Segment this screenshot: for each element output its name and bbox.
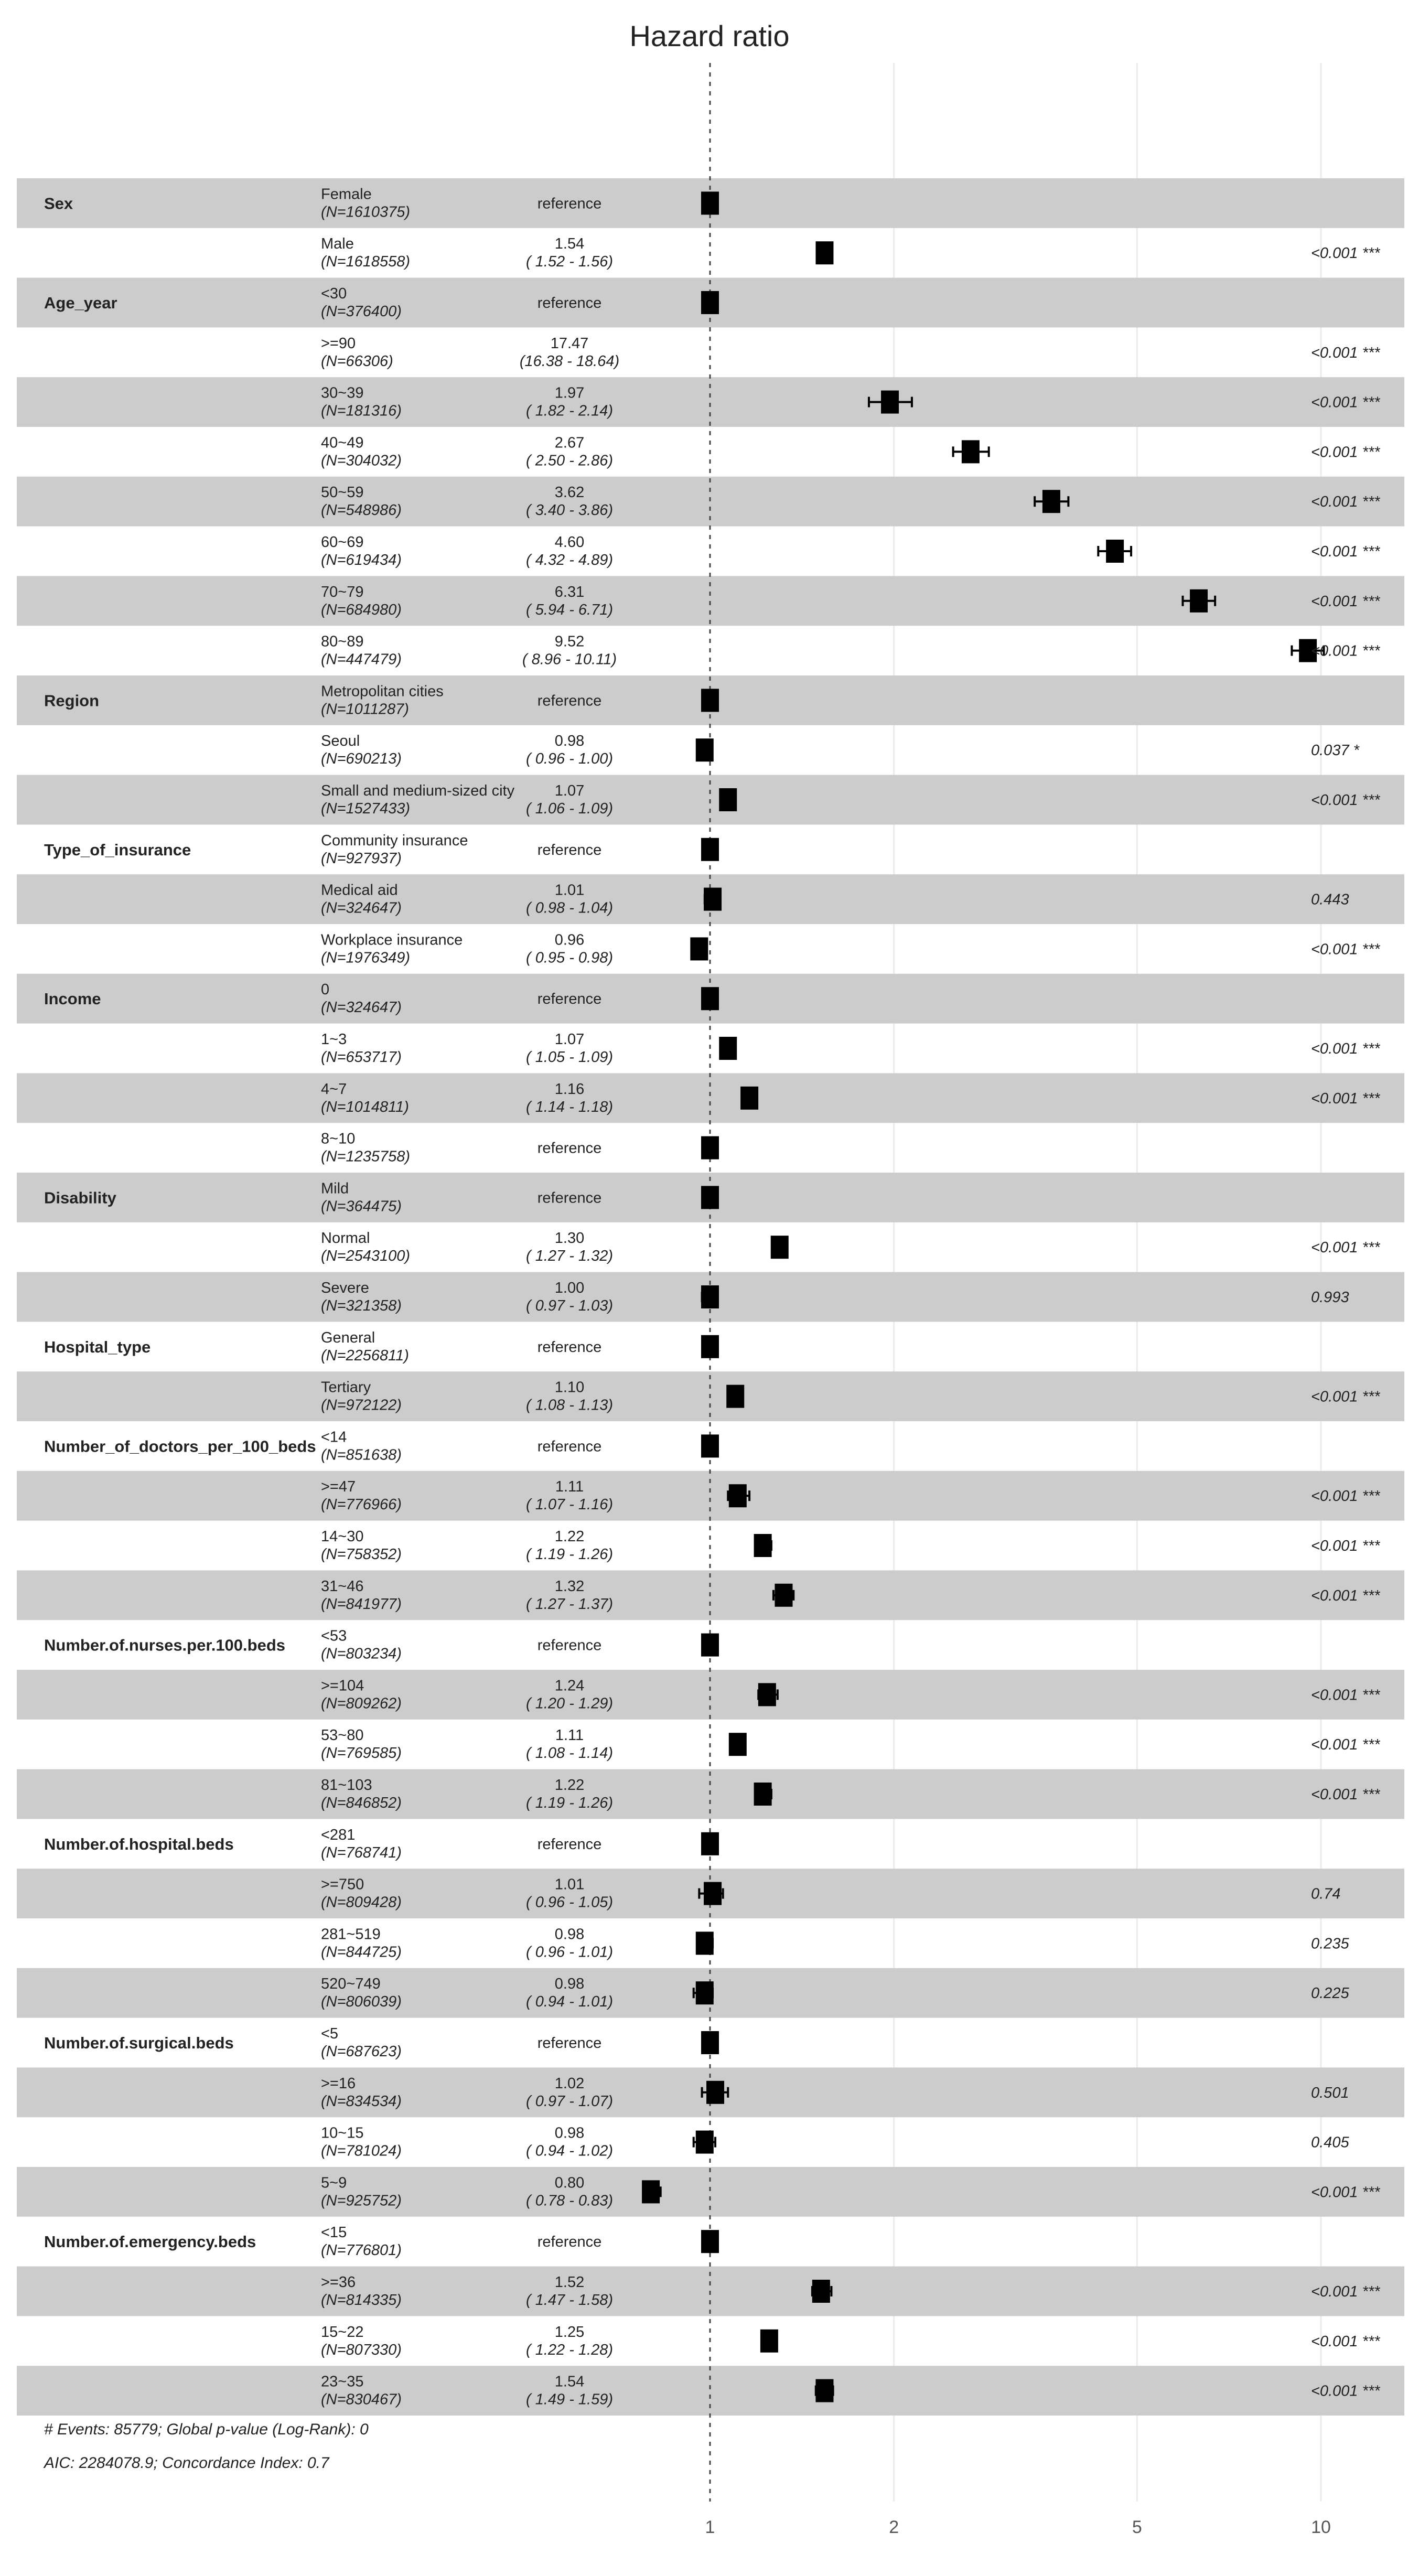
hr-marker (719, 1037, 737, 1060)
hr-marker (881, 391, 899, 414)
n-label: (N=844725) (321, 1944, 402, 1961)
ci-label: ( 1.47 - 1.58) (525, 2292, 614, 2309)
x-tick-label: 2 (889, 2517, 899, 2537)
level-label: >=104 (321, 1677, 364, 1694)
p-value-label: <0.001 *** (1311, 642, 1380, 660)
n-label: (N=758352) (321, 1546, 402, 1563)
hr-label: 1.01 (554, 882, 585, 899)
n-label: (N=807330) (321, 2341, 402, 2358)
level-label: 53~80 (321, 1727, 364, 1744)
ci-label: (16.38 - 18.64) (519, 352, 620, 370)
level-label: <14 (321, 1429, 347, 1446)
hr-label: 1.52 (554, 2274, 585, 2291)
level-label: 80~89 (321, 633, 364, 650)
n-label: (N=653717) (321, 1049, 402, 1066)
p-value-label: 0.405 (1311, 2134, 1349, 2151)
hr-marker (704, 1882, 722, 1905)
p-value-label: <0.001 *** (1311, 2184, 1380, 2201)
level-label: 30~39 (321, 384, 364, 402)
n-label: (N=769585) (321, 1745, 402, 1762)
p-value-label: <0.001 *** (1311, 2382, 1380, 2400)
ci-label: ( 0.94 - 1.01) (525, 1993, 614, 2011)
n-label: (N=548986) (321, 502, 402, 519)
hr-marker (771, 1236, 789, 1259)
ci-label: ( 0.95 - 0.98) (525, 949, 614, 967)
variable-label: Region (44, 691, 100, 710)
hr-marker (719, 788, 737, 811)
level-label: 1~3 (321, 1031, 347, 1048)
n-label: (N=447479) (321, 651, 402, 668)
ci-label: ( 1.19 - 1.26) (525, 1546, 614, 1563)
hr-label: 4.60 (554, 534, 585, 551)
hr-label: reference (537, 1637, 602, 1654)
level-label: Female (321, 186, 372, 203)
level-label: Mild (321, 1180, 349, 1197)
ci-label: ( 0.96 - 1.05) (525, 1894, 614, 1911)
level-label: 81~103 (321, 1777, 372, 1794)
hr-marker (701, 1832, 719, 1855)
hr-label: reference (537, 991, 602, 1008)
p-value-label: <0.001 *** (1311, 2333, 1380, 2350)
p-value-label: 0.501 (1311, 2084, 1349, 2101)
hr-marker (701, 689, 719, 712)
hr-marker (701, 191, 719, 214)
n-label: (N=1011287) (321, 701, 409, 718)
hr-label: reference (537, 841, 602, 858)
level-label: <5 (321, 2025, 339, 2042)
hr-label: 1.30 (554, 1230, 585, 1247)
hr-marker (706, 2081, 724, 2104)
x-tick-label: 5 (1132, 2517, 1142, 2537)
level-label: 70~79 (321, 583, 364, 600)
p-value-label: <0.001 *** (1311, 543, 1380, 560)
hr-marker (758, 1683, 776, 1706)
row-band-26 (17, 1471, 1404, 1521)
p-value-label: <0.001 *** (1311, 593, 1380, 610)
hr-marker (812, 2280, 830, 2303)
hr-label: 9.52 (554, 633, 585, 650)
hr-marker (754, 1783, 772, 1806)
level-label: Severe (321, 1280, 369, 1296)
hr-marker (701, 291, 719, 314)
hr-marker (1042, 490, 1060, 513)
hr-marker (754, 1534, 772, 1557)
n-label: (N=776801) (321, 2242, 402, 2259)
hr-marker (815, 2379, 833, 2402)
hr-label: 0.98 (554, 733, 585, 750)
ci-label: ( 4.32 - 4.89) (525, 552, 614, 568)
n-label: (N=321358) (321, 1297, 402, 1314)
hr-marker (696, 2131, 714, 2154)
p-value-label: <0.001 *** (1311, 1687, 1380, 1704)
hr-marker (642, 2180, 660, 2203)
n-label: (N=806039) (321, 1993, 402, 2011)
hr-label: 1.11 (555, 1727, 584, 1744)
level-label: <30 (321, 285, 347, 302)
level-label: <281 (321, 1826, 356, 1843)
n-label: (N=304032) (321, 452, 402, 469)
hr-marker (701, 1434, 719, 1457)
hr-label: 1.07 (554, 782, 585, 799)
hr-marker (726, 1385, 744, 1408)
p-value-label: <0.001 *** (1311, 941, 1380, 958)
ci-label: ( 0.97 - 1.03) (525, 1297, 614, 1314)
n-label: (N=2543100) (321, 1248, 411, 1265)
n-label: (N=803234) (321, 1645, 402, 1662)
hr-label: 0.98 (554, 1926, 585, 1943)
hr-marker (704, 888, 722, 911)
level-label: <15 (321, 2224, 347, 2241)
hr-label: 1.00 (554, 1280, 585, 1296)
ci-label: ( 1.05 - 1.09) (525, 1049, 614, 1066)
n-label: (N=972122) (321, 1397, 402, 1414)
hr-label: reference (537, 2234, 602, 2251)
level-label: <53 (321, 1627, 347, 1645)
level-label: 10~15 (321, 2124, 364, 2142)
n-label: (N=830467) (321, 2391, 402, 2408)
level-label: Normal (321, 1230, 370, 1247)
n-label: (N=181316) (321, 402, 402, 420)
hr-marker (701, 2230, 719, 2253)
n-label: (N=1527433) (321, 800, 411, 817)
hr-label: 1.54 (554, 235, 585, 253)
n-label: (N=687623) (321, 2043, 402, 2060)
level-label: Workplace insurance (321, 931, 463, 949)
level-label: >=90 (321, 335, 356, 352)
hr-marker (729, 1484, 747, 1507)
hr-label: 1.32 (554, 1577, 585, 1595)
level-label: Seoul (321, 733, 360, 750)
p-value-label: <0.001 *** (1311, 1040, 1380, 1057)
level-label: Metropolitan cities (321, 683, 444, 700)
hr-label: 1.07 (554, 1031, 585, 1048)
hr-marker (701, 1335, 719, 1358)
p-value-label: 0.74 (1311, 1885, 1341, 1903)
ci-label: ( 1.49 - 1.59) (525, 2391, 614, 2408)
hr-label: 17.47 (550, 335, 589, 352)
ci-label: ( 1.07 - 1.16) (525, 1496, 614, 1514)
n-label: (N=1235758) (321, 1148, 411, 1165)
level-label: 0 (321, 981, 330, 999)
n-label: (N=364475) (321, 1198, 402, 1215)
level-label: 15~22 (321, 2323, 364, 2341)
ci-label: ( 2.50 - 2.86) (525, 452, 614, 469)
hr-marker (696, 1931, 714, 1955)
hr-label: reference (537, 1836, 602, 1853)
level-label: Small and medium-sized city (321, 782, 515, 799)
hr-marker (701, 1136, 719, 1160)
hr-marker (962, 440, 980, 463)
hr-marker (775, 1584, 792, 1607)
hr-label: reference (537, 1189, 602, 1207)
hr-label: 1.16 (554, 1080, 585, 1098)
n-label: (N=619434) (321, 552, 402, 568)
variable-label: Disability (44, 1188, 116, 1207)
p-value-label: <0.001 *** (1311, 1587, 1380, 1604)
hr-marker (696, 1981, 714, 2004)
p-value-label: <0.001 *** (1311, 344, 1380, 361)
variable-label: Type_of_insurance (44, 840, 191, 859)
level-label: >=36 (321, 2274, 356, 2291)
p-value-label: 0.235 (1311, 1935, 1349, 1952)
ci-label: ( 1.82 - 2.14) (525, 402, 614, 420)
n-label: (N=781024) (321, 2142, 402, 2160)
p-value-label: <0.001 *** (1311, 1388, 1380, 1405)
hr-marker (701, 987, 719, 1010)
level-label: 4~7 (321, 1080, 347, 1098)
level-label: >=750 (321, 1876, 364, 1893)
ci-label: ( 1.08 - 1.14) (525, 1745, 614, 1762)
hr-marker (701, 1186, 719, 1209)
p-value-label: <0.001 *** (1311, 245, 1380, 262)
hr-label: 0.96 (554, 931, 585, 949)
level-label: 40~49 (321, 434, 364, 452)
hr-marker (740, 1087, 758, 1110)
level-label: 60~69 (321, 534, 364, 551)
hr-marker (701, 1285, 719, 1308)
hr-marker (701, 838, 719, 861)
chart-title: Hazard ratio (629, 19, 790, 52)
n-label: (N=2256811) (321, 1347, 409, 1364)
hr-marker (1190, 589, 1208, 613)
hr-label: 1.01 (554, 1876, 585, 1893)
ci-label: ( 1.19 - 1.26) (525, 1795, 614, 1811)
p-value-label: <0.001 *** (1311, 1538, 1380, 1554)
hr-marker (729, 1733, 747, 1756)
hr-marker (815, 241, 833, 264)
hr-label: reference (537, 295, 602, 312)
x-tick-label: 1 (705, 2517, 715, 2537)
hr-label: reference (537, 1338, 602, 1356)
p-value-label: 0.225 (1311, 1985, 1349, 2002)
ci-label: ( 1.22 - 1.28) (525, 2341, 614, 2358)
hr-label: 1.97 (554, 384, 585, 402)
variable-label: Income (44, 990, 101, 1008)
ci-label: ( 5.94 - 6.71) (525, 601, 614, 618)
ci-label: ( 8.96 - 10.11) (522, 651, 617, 668)
level-label: 8~10 (321, 1130, 356, 1147)
p-value-label: 0.993 (1311, 1289, 1349, 1306)
level-label: Medical aid (321, 882, 398, 899)
ci-label: ( 1.20 - 1.29) (525, 1695, 614, 1712)
variable-label: Hospital_type (44, 1337, 151, 1356)
level-label: Tertiary (321, 1379, 371, 1396)
n-label: (N=66306) (321, 352, 393, 370)
n-label: (N=776966) (321, 1496, 402, 1514)
level-label: 520~749 (321, 1976, 381, 1993)
level-label: 14~30 (321, 1528, 364, 1545)
hr-marker (696, 738, 714, 761)
hr-label: 0.80 (554, 2174, 585, 2192)
p-value-label: <0.001 *** (1311, 1239, 1380, 1257)
ci-label: ( 1.52 - 1.56) (525, 253, 614, 271)
hr-label: 1.10 (554, 1379, 585, 1396)
level-label: 50~59 (321, 484, 364, 501)
level-label: Male (321, 235, 354, 253)
p-value-label: <0.001 *** (1311, 1090, 1380, 1107)
hr-label: 1.22 (554, 1528, 585, 1545)
level-label: 31~46 (321, 1577, 364, 1595)
n-label: (N=834534) (321, 2092, 402, 2110)
row-band-18 (17, 1073, 1404, 1123)
hr-label: 1.24 (554, 1677, 585, 1694)
n-label: (N=1976349) (321, 949, 411, 967)
variable-label: Number.of.surgical.beds (44, 2034, 234, 2052)
n-label: (N=1014811) (321, 1098, 409, 1115)
hr-marker (690, 937, 708, 960)
level-label: 23~35 (321, 2373, 364, 2390)
ci-label: ( 0.94 - 1.02) (525, 2142, 614, 2160)
hr-label: 1.02 (554, 2075, 585, 2092)
hr-label: 1.11 (555, 1478, 584, 1496)
hr-marker (1106, 540, 1124, 563)
variable-label: Number_of_doctors_per_100_beds (44, 1437, 316, 1456)
hr-label: reference (537, 1438, 602, 1455)
hr-marker (701, 2031, 719, 2054)
hr-label: reference (537, 2035, 602, 2052)
p-value-label: <0.001 *** (1311, 444, 1380, 461)
level-label: 5~9 (321, 2174, 347, 2192)
footnote-aic: AIC: 2284078.9; Concordance Index: 0.7 (44, 2454, 329, 2472)
variable-label: Sex (44, 194, 73, 213)
ci-label: ( 1.27 - 1.37) (525, 1595, 614, 1613)
x-tick-label: 10 (1311, 2517, 1331, 2537)
n-label: (N=690213) (321, 750, 402, 768)
variable-label: Age_year (44, 294, 117, 312)
level-label: 281~519 (321, 1926, 381, 1943)
hr-label: reference (537, 195, 602, 212)
p-value-label: <0.001 *** (1311, 394, 1380, 411)
n-label: (N=324647) (321, 999, 402, 1016)
n-label: (N=1618558) (321, 253, 411, 271)
ci-label: ( 0.96 - 1.00) (525, 750, 614, 768)
n-label: (N=925752) (321, 2192, 402, 2209)
n-label: (N=851638) (321, 1446, 402, 1464)
hr-label: 0.98 (554, 2124, 585, 2142)
ci-label: ( 1.14 - 1.18) (525, 1098, 614, 1115)
n-label: (N=768741) (321, 1844, 402, 1861)
hr-label: 1.25 (554, 2323, 585, 2341)
variable-label: Number.of.hospital.beds (44, 1834, 234, 1853)
n-label: (N=324647) (321, 899, 402, 917)
ci-label: ( 0.97 - 1.07) (525, 2092, 614, 2110)
variable-label: Number.of.emergency.beds (44, 2232, 256, 2251)
p-value-label: <0.001 *** (1311, 792, 1380, 809)
level-label: >=47 (321, 1478, 356, 1496)
hr-marker (760, 2330, 778, 2353)
p-value-label: 0.443 (1311, 891, 1349, 908)
n-label: (N=809262) (321, 1695, 402, 1712)
ci-label: ( 1.08 - 1.13) (525, 1397, 614, 1414)
hr-label: reference (537, 1140, 602, 1157)
n-label: (N=684980) (321, 601, 402, 618)
n-label: (N=1610375) (321, 203, 411, 221)
level-label: >=16 (321, 2075, 356, 2092)
level-label: Community insurance (321, 832, 468, 849)
hr-marker (701, 1634, 719, 1657)
n-label: (N=814335) (321, 2292, 402, 2309)
n-label: (N=927937) (321, 850, 402, 867)
variable-label: Number.of.nurses.per.100.beds (44, 1636, 286, 1655)
footnote-events: # Events: 85779; Global p-value (Log-Rank): 0 (44, 2421, 369, 2438)
p-value-label: <0.001 *** (1311, 1736, 1380, 1754)
n-label: (N=376400) (321, 303, 402, 320)
p-value-label: <0.001 *** (1311, 1786, 1380, 1803)
ci-label: ( 0.78 - 0.83) (525, 2192, 614, 2209)
ci-label: ( 0.96 - 1.01) (525, 1944, 614, 1961)
hr-label: 0.98 (554, 1976, 585, 1993)
hr-label: 2.67 (554, 434, 585, 452)
p-value-label: <0.001 *** (1311, 493, 1380, 511)
hr-label: 1.54 (554, 2373, 585, 2390)
ci-label: ( 0.98 - 1.04) (525, 899, 614, 917)
p-value-label: <0.001 *** (1311, 1488, 1380, 1505)
p-value-label: <0.001 *** (1311, 2283, 1380, 2300)
n-label: (N=841977) (321, 1595, 402, 1613)
n-label: (N=809428) (321, 1894, 402, 1911)
ci-label: ( 1.06 - 1.09) (525, 800, 614, 817)
hr-label: 1.22 (554, 1777, 585, 1794)
p-value-label: 0.037 * (1311, 742, 1359, 759)
ci-label: ( 1.27 - 1.32) (525, 1248, 614, 1265)
hr-label: 6.31 (554, 583, 585, 600)
ci-label: ( 3.40 - 3.86) (525, 502, 614, 519)
hr-label: reference (537, 692, 602, 710)
level-label: General (321, 1329, 375, 1346)
hr-label: 3.62 (554, 484, 585, 501)
n-label: (N=846852) (321, 1795, 402, 1811)
